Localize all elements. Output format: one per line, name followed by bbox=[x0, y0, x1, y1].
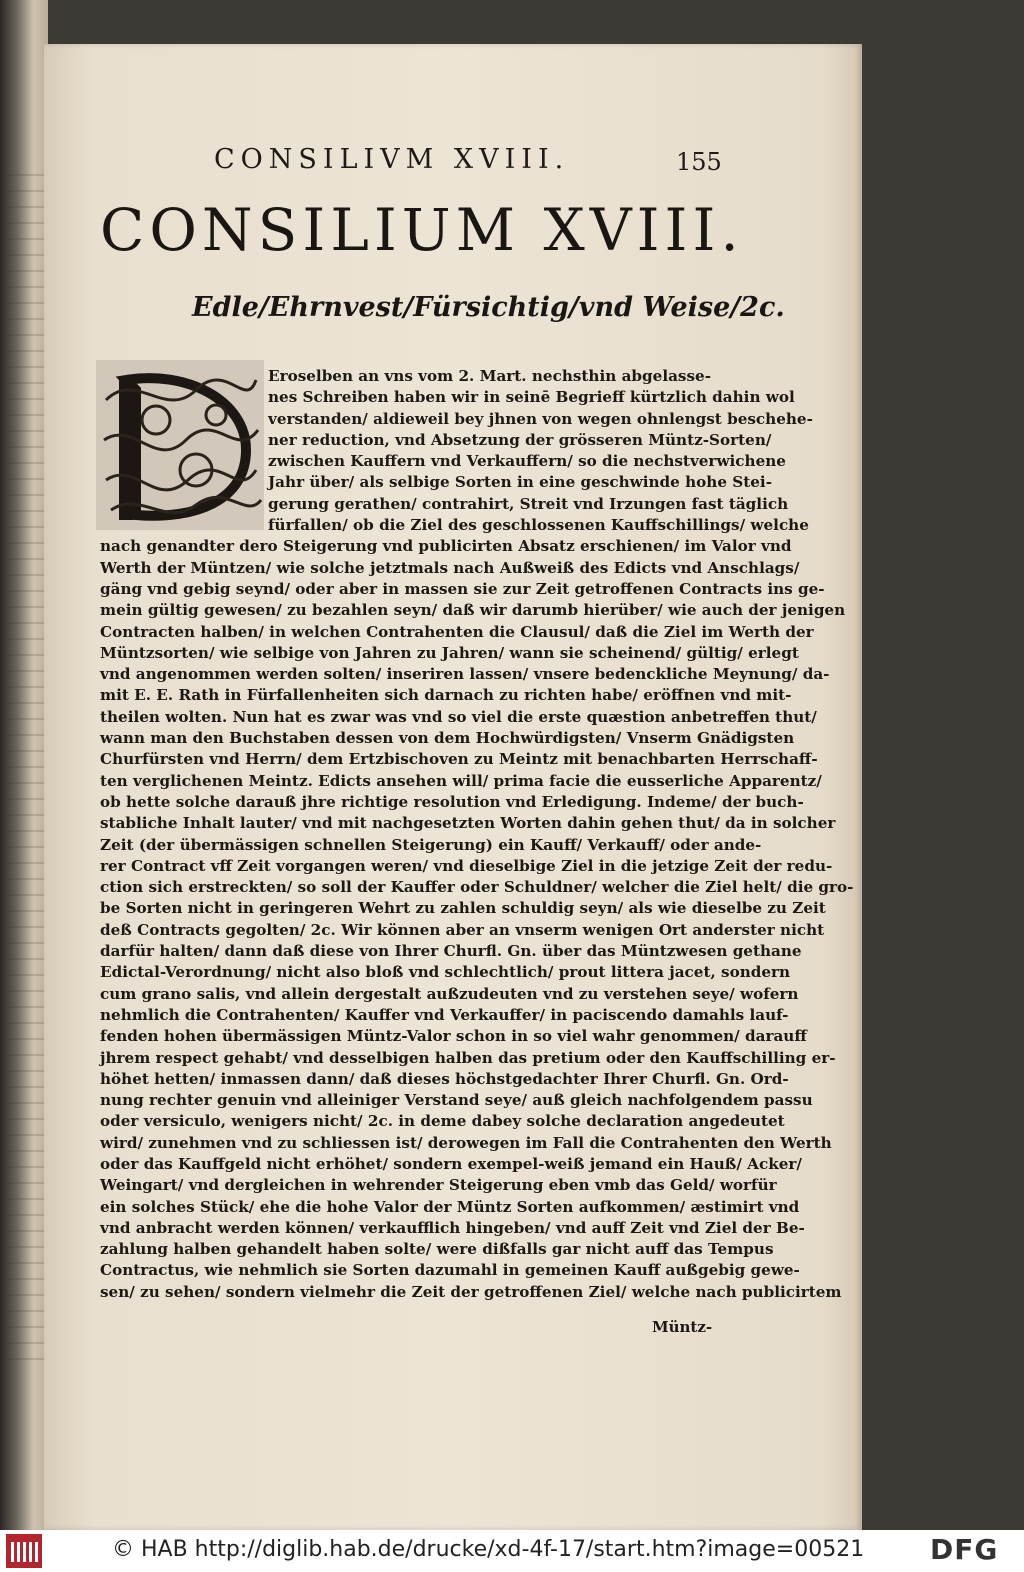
body-line: Edictal-Verordnung/ nicht also bloß vnd schlechtlich/ prout littera jacet, sondern bbox=[100, 963, 791, 982]
body-line: ction sich erstreckten/ so soll der Kauffer oder Schuldner/ welcher die Ziel helt/ die gro- bbox=[100, 878, 854, 897]
body-line: Contracten halben/ in welchen Contrahenten die Clausul/ daß die Ziel im Werth der bbox=[100, 622, 814, 641]
body-line: gerung gerathen/ contrahirt, Streit vnd Irzungen fast täglich bbox=[268, 494, 789, 513]
body-line: nehmlich die Contrahenten/ Kauffer vnd Verkauffer/ in paciscendo damahls lauf- bbox=[100, 1005, 789, 1024]
salutation: Edle/Ehrnvest/Fürsichtig/vnd Weise/2c. bbox=[192, 292, 785, 323]
body-line: Eroselben an vns vom 2. Mart. nechsthin abgelasse- bbox=[268, 367, 711, 385]
body-line: ein solches Stück/ ehe die hohe Valor der Müntz Sorten aufkommen/ æstimirt vnd bbox=[100, 1197, 800, 1216]
body-line: sen/ zu sehen/ sondern vielmehr die Zeit der getroffenen Ziel/ welche nach publicirtem bbox=[100, 1282, 842, 1301]
body-line: be Sorten nicht in geringeren Wehrt zu zahlen schuldig seyn/ als wie dieselbe zu Zeit bbox=[100, 899, 826, 918]
body-line: nung rechter genuin vnd alleiniger Verstand seye/ auß gleich nachfolgendem passu bbox=[100, 1091, 813, 1110]
previous-page-strip bbox=[8, 160, 48, 1360]
body-line: oder versiculo, wenigers nicht/ 2c. in deme dabey solche declaration angedeutet bbox=[100, 1112, 785, 1131]
body-line: vnd angenommen werden solten/ inseriren lassen/ vnsere bedenckliche Meynung/ da- bbox=[100, 665, 830, 684]
body-line: wann man den Buchstaben dessen von dem Hochwürdigsten/ Vnserm Gnädigsten bbox=[100, 729, 795, 748]
body-line: verstanden/ aldieweil bey jhnen von wegen ohnlengst beschehe- bbox=[268, 409, 813, 428]
body-line: nach genandter dero Steigerung vnd publicirten Absatz erschienen/ im Valor vnd bbox=[100, 537, 792, 556]
body-line: zahlung halben gehandelt haben solte/ were dißfalls gar nicht auff das Tempus bbox=[100, 1240, 774, 1259]
page-number: 155 bbox=[676, 148, 722, 176]
body-line: Müntzsorten/ wie selbige von Jahren zu Jahren/ wann sie scheinend/ gültig/ erlegt bbox=[100, 643, 799, 662]
body-line: Zeit (der übermässigen schnellen Steigerung) ein Kauff/ Verkauff/ oder ande- bbox=[100, 835, 762, 854]
body-line: gäng vnd gebig seynd/ oder aber in massen sie zur Zeit getroffenen Contracts ins ge- bbox=[100, 579, 825, 598]
body-line: wird/ zunehmen vnd zu schliessen ist/ derowegen im Fall die Contrahenten den Werth bbox=[100, 1133, 832, 1152]
body-line: oder das Kauffgeld nicht erhöhet/ sondern exempel-weiß jemand ein Hauß/ Acker/ bbox=[100, 1154, 802, 1173]
body-line: ob hette solche darauß jhre richtige resolution vnd Erledigung. Indeme/ der buch- bbox=[100, 792, 804, 811]
body-line: Werth der Müntzen/ wie solche jetztmals nach Außweiß des Edicts vnd Anschlags/ bbox=[100, 558, 800, 577]
body-line: mit E. E. Rath in Fürfallenheiten sich darnach zu richten habe/ eröffnen vnd mit- bbox=[100, 686, 792, 705]
body-line: darfür halten/ dann daß diese von Ihrer Churfl. Gn. über das Müntzwesen gethane bbox=[100, 942, 802, 961]
page-title: CONSILIUM XVIII. bbox=[100, 196, 744, 264]
body-line: rer Contract vff Zeit vorgangen weren/ vnd dieselbige Ziel in die jetzige Zeit der redu- bbox=[100, 856, 833, 875]
body-line: höhet hetten/ inmassen dann/ daß dieses höchstgedachter Ihrer Churfl. Gn. Ord- bbox=[100, 1069, 789, 1088]
body-line: vnd anbracht werden können/ verkaufflich hingeben/ vnd auff Zeit vnd Ziel der Be- bbox=[100, 1218, 805, 1237]
dfg-logo: DFG bbox=[930, 1533, 999, 1566]
footer-credit-link[interactable]: © HAB http://diglib.hab.de/drucke/xd-4f-17/start.htm?image=00521 bbox=[112, 1537, 865, 1562]
body-line: zwischen Kauffern vnd Verkauffern/ so die nechstverwichene bbox=[268, 452, 786, 471]
body-line: ten verglichenen Meintz. Edicts ansehen will/ prima facie die eusserliche Apparentz/ bbox=[100, 771, 822, 790]
body-line: nes Schreiben haben wir in seinē Begrieff kürtzlich dahin wol bbox=[268, 388, 795, 407]
catchword: Müntz- bbox=[652, 1318, 713, 1336]
body-text bbox=[100, 366, 854, 1303]
body-line: cum grano salis, vnd allein dergestalt außzudeuten vnd zu verstehen seye/ wofern bbox=[100, 984, 799, 1003]
body-line: stabliche Inhalt lauter/ vnd mit nachgesetzten Worten dahin gehen thut/ da in solcher bbox=[100, 814, 836, 833]
body-line: Contractus, wie nehmlich sie Sorten dazumahl in gemeinen Kauff außgebig gewe- bbox=[100, 1261, 800, 1280]
body-line: mein gültig gewesen/ zu bezahlen seyn/ daß wir darumb hierüber/ wie auch der jenigen bbox=[100, 601, 846, 620]
body-line: jhrem respect gehabt/ vnd desselbigen halben das pretium oder den Kauffschilling er- bbox=[100, 1048, 836, 1067]
body-line: deß Contracts gegolten/ 2c. Wir können aber an vnserm wenigen Ort anderster nicht bbox=[100, 920, 825, 939]
hab-logo-icon bbox=[6, 1534, 42, 1568]
body-line: Churfürsten vnd Herrn/ dem Ertzbischoven zu Meintz mit benachbarten Herrschaff- bbox=[100, 750, 818, 769]
body-line: Jahr über/ als selbige Sorten in eine geschwinde hohe Stei- bbox=[268, 473, 772, 492]
body-line: Weingart/ vnd dergleichen in wehrender Steigerung eben vmb das Geld/ worfür bbox=[100, 1176, 777, 1195]
body-line: theilen wolten. Nun hat es zwar was vnd so viel die erste quæstion anbetreffen thut/ bbox=[100, 707, 817, 726]
running-head: CONSILIVM XVIII. bbox=[214, 144, 570, 175]
body-line: ner reduction, vnd Absetzung der grösseren Müntz-Sorten/ bbox=[268, 430, 772, 449]
body-line: fürfallen/ ob die Ziel des geschlossenen Kauffschillings/ welche bbox=[268, 516, 809, 535]
body-line: fenden hohen übermässigen Müntz-Valor schon in so viel wahr genommen/ darauff bbox=[100, 1027, 807, 1046]
